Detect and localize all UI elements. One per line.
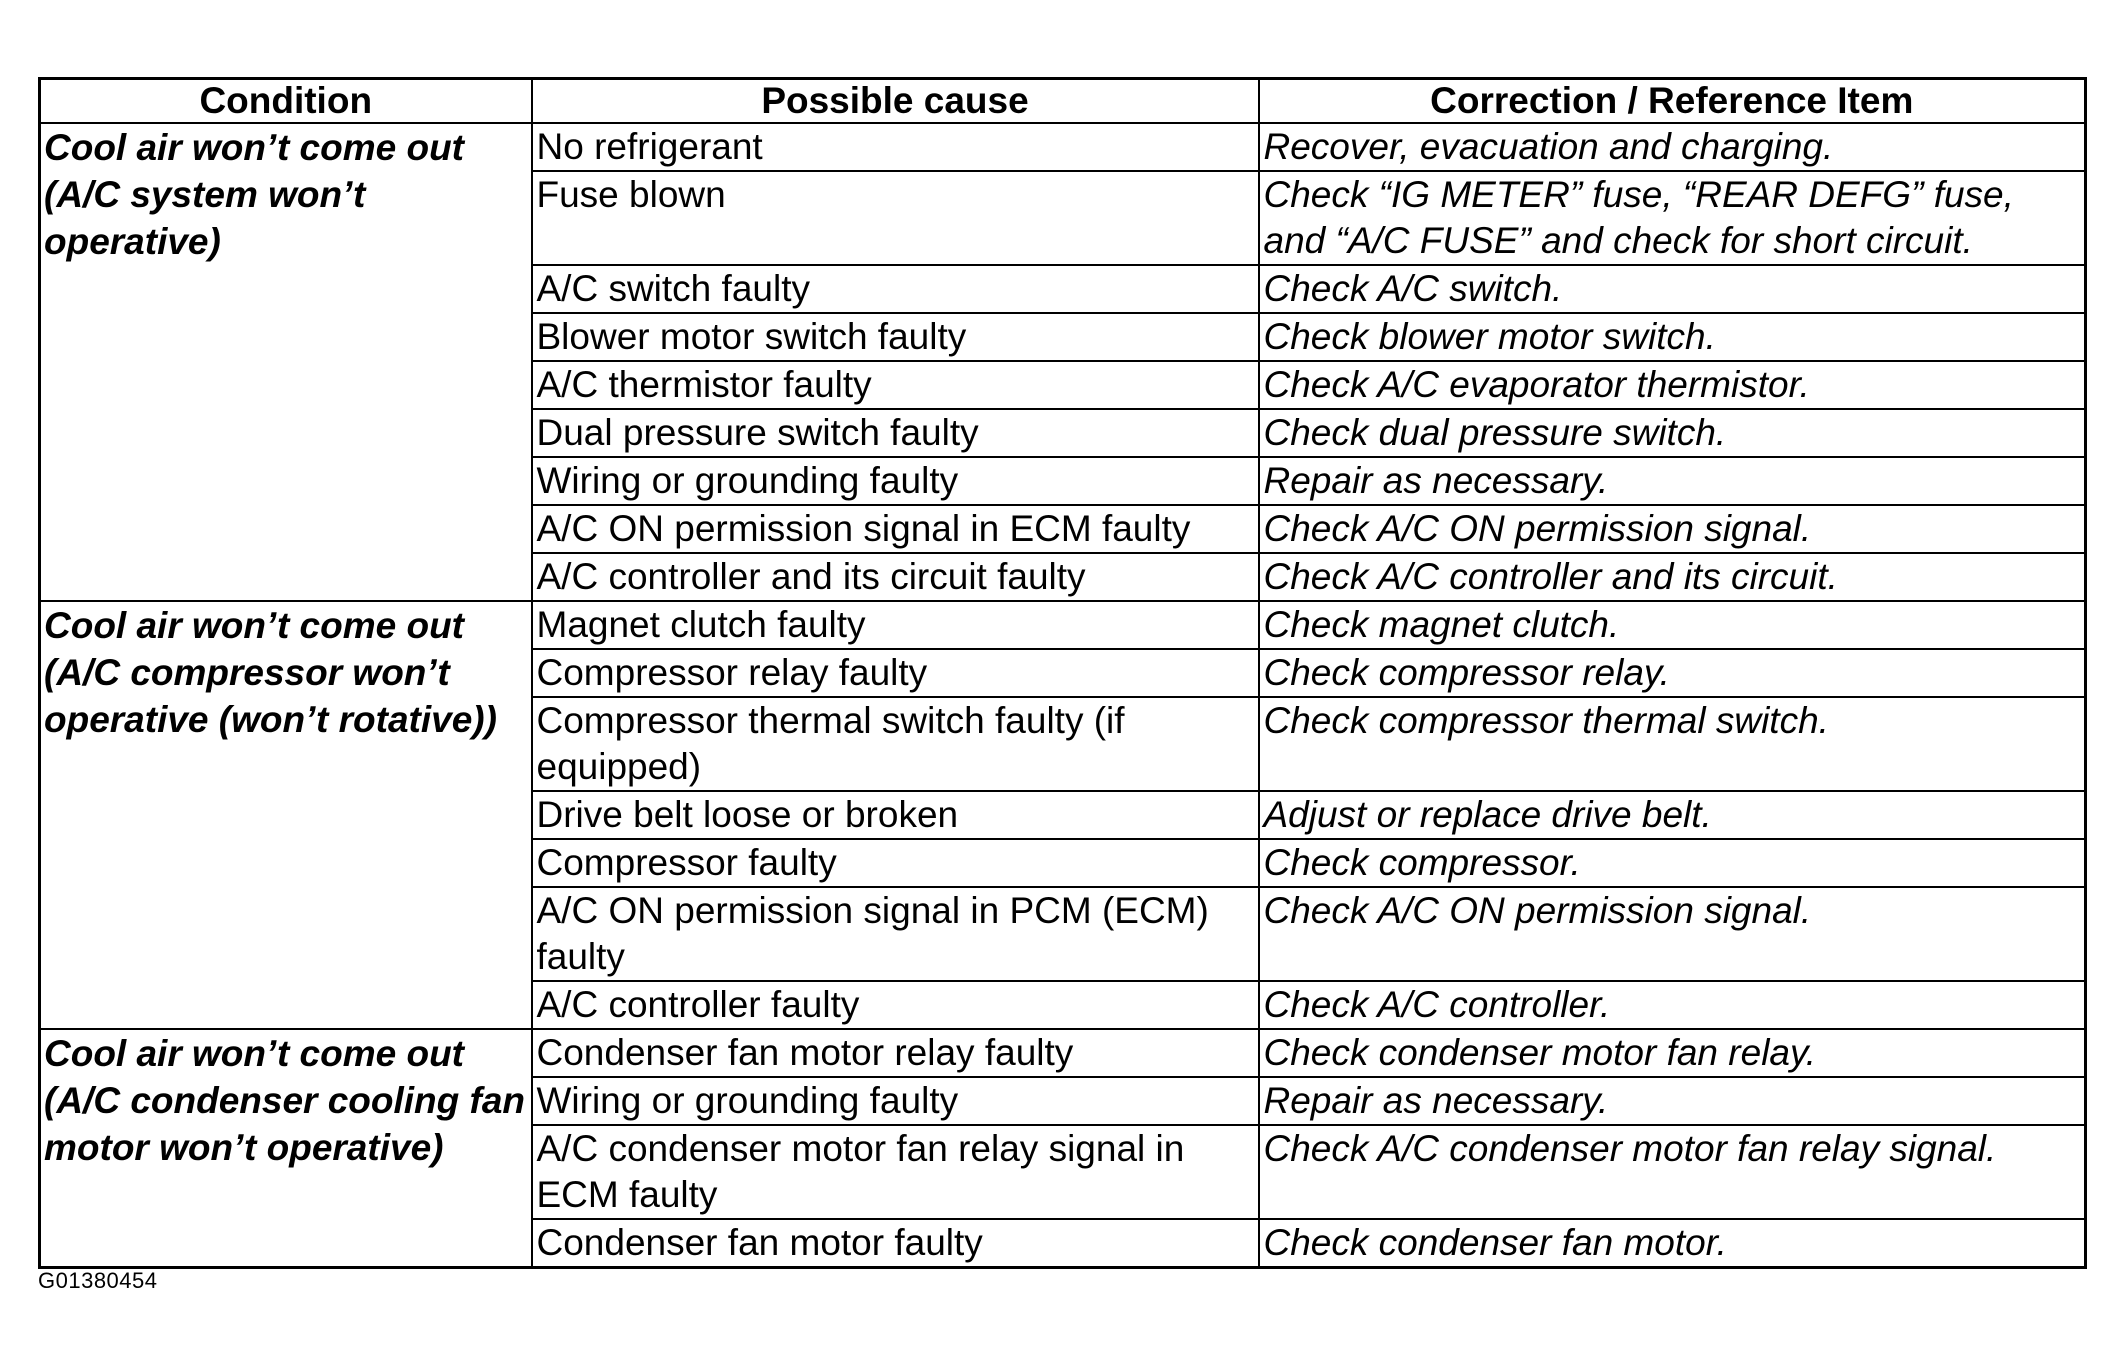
cause-cell: Wiring or grounding faulty — [532, 457, 1259, 505]
correction-cell: Check blower motor switch. — [1259, 313, 2086, 361]
cause-cell: Condenser fan motor faulty — [532, 1219, 1259, 1268]
cause-cell: A/C thermistor faulty — [532, 361, 1259, 409]
header-cause: Possible cause — [532, 79, 1259, 124]
cause-cell: Fuse blown — [532, 171, 1259, 265]
table-row — [40, 601, 2086, 649]
correction-cell: Check “IG METER” fuse, “REAR DEFG” fuse, and “A/C FUSE” and check for short circuit. — [1259, 171, 2086, 265]
correction-cell: Check magnet clutch. — [1259, 601, 2086, 649]
correction-cell: Check A/C condenser motor fan relay signal. — [1259, 1125, 2086, 1219]
troubleshooting-table — [38, 77, 2087, 1269]
cause-cell: A/C switch faulty — [532, 265, 1259, 313]
cause-cell: Drive belt loose or broken — [532, 791, 1259, 839]
cause-cell: Blower motor switch faulty — [532, 313, 1259, 361]
correction-cell: Check A/C controller. — [1259, 981, 2086, 1029]
cause-cell: A/C ON permission signal in ECM faulty — [532, 505, 1259, 553]
condition-cell: Cool air won’t come out (A/C condenser cooling fan motor won’t operative) — [40, 1029, 532, 1268]
cause-cell: Condenser fan motor relay faulty — [532, 1029, 1259, 1077]
correction-cell: Check compressor thermal switch. — [1259, 697, 2086, 791]
cause-cell: Wiring or grounding faulty — [532, 1077, 1259, 1125]
cause-cell: Compressor thermal switch faulty (if equipped) — [532, 697, 1259, 791]
correction-cell: Check A/C controller and its circuit. — [1259, 553, 2086, 601]
table-row — [40, 123, 2086, 171]
correction-cell: Check A/C ON permission signal. — [1259, 505, 2086, 553]
condition-cell: Cool air won’t come out (A/C system won’t operative) — [40, 123, 532, 601]
correction-cell: Recover, evacuation and charging. — [1259, 123, 2086, 171]
cause-cell: A/C ON permission signal in PCM (ECM) faulty — [532, 887, 1259, 981]
correction-cell: Adjust or replace drive belt. — [1259, 791, 2086, 839]
correction-cell: Check dual pressure switch. — [1259, 409, 2086, 457]
correction-cell: Check A/C ON permission signal. — [1259, 887, 2086, 981]
cause-cell: Compressor faulty — [532, 839, 1259, 887]
correction-cell: Check A/C evaporator thermistor. — [1259, 361, 2086, 409]
header-correction: Correction / Reference Item — [1259, 79, 2086, 124]
correction-cell: Repair as necessary. — [1259, 457, 2086, 505]
cause-cell: Magnet clutch faulty — [532, 601, 1259, 649]
table-row — [40, 1029, 2086, 1077]
header-condition: Condition — [40, 79, 532, 124]
cause-cell: Compressor relay faulty — [532, 649, 1259, 697]
correction-cell: Check A/C switch. — [1259, 265, 2086, 313]
correction-cell: Check condenser fan motor. — [1259, 1219, 2086, 1268]
cause-cell: No refrigerant — [532, 123, 1259, 171]
correction-cell: Check compressor. — [1259, 839, 2086, 887]
correction-cell: Repair as necessary. — [1259, 1077, 2086, 1125]
correction-cell: Check condenser motor fan relay. — [1259, 1029, 2086, 1077]
figure-id: G01380454 — [38, 1268, 158, 1293]
condition-cell: Cool air won’t come out (A/C compressor won’t operative (won’t rotative)) — [40, 601, 532, 1029]
correction-cell: Check compressor relay. — [1259, 649, 2086, 697]
cause-cell: A/C controller and its circuit faulty — [532, 553, 1259, 601]
cause-cell: A/C controller faulty — [532, 981, 1259, 1029]
header-row — [40, 79, 2086, 124]
cause-cell: A/C condenser motor fan relay signal in ECM faulty — [532, 1125, 1259, 1219]
cause-cell: Dual pressure switch faulty — [532, 409, 1259, 457]
